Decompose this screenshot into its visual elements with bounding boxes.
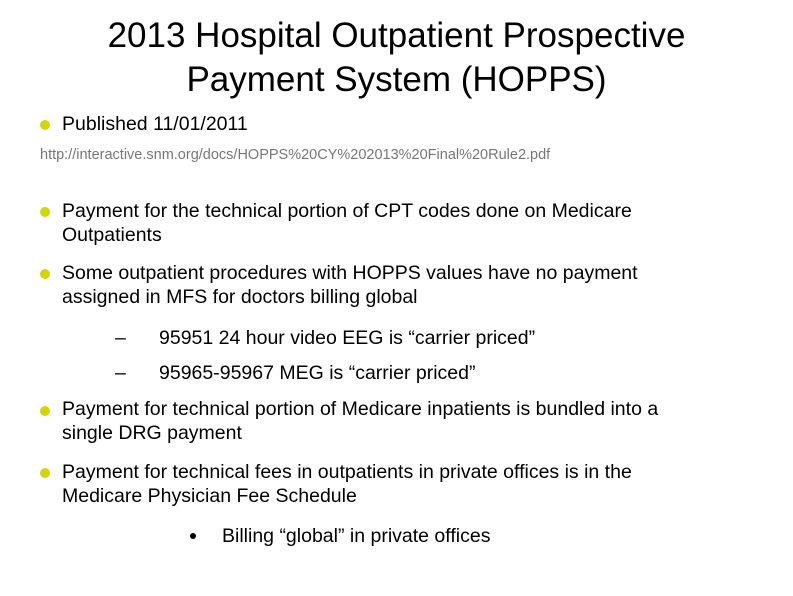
bullet-dot-icon bbox=[40, 207, 50, 217]
sub-item-1: 95951 24 hour video EEG is “carrier priced” bbox=[159, 327, 536, 349]
bullet-dot-icon bbox=[40, 269, 50, 279]
bullet-dot-icon bbox=[40, 120, 50, 130]
bullet-2-line-2: assigned in MFS for doctors billing global bbox=[62, 286, 418, 308]
dash-icon: – bbox=[115, 362, 126, 384]
sub-item-2: 95965-95967 MEG is “carrier priced” bbox=[159, 362, 476, 384]
bullet-3-line-2: single DRG payment bbox=[62, 422, 242, 444]
slide-title bbox=[0, 14, 793, 102]
bullet-1-line-2: Outpatients bbox=[62, 224, 162, 246]
sub-bullet-icon bbox=[190, 533, 196, 539]
bullet-3-line-1: Payment for technical portion of Medicare inpatients is bundled into a bbox=[62, 398, 659, 420]
bullet-4-line-1: Payment for technical fees in outpatients in private offices is in the bbox=[62, 461, 632, 483]
title-line-1: 2013 Hospital Outpatient Prospective bbox=[107, 16, 686, 55]
bullet-dot-icon bbox=[40, 468, 50, 478]
bullet-1-line-1: Payment for the technical portion of CPT codes done on Medicare bbox=[62, 200, 632, 222]
published-date: Published 11/01/2011 bbox=[62, 113, 248, 135]
bullet-4-line-2: Medicare Physician Fee Schedule bbox=[62, 485, 357, 507]
sub-bullet-text: Billing “global” in private offices bbox=[222, 525, 491, 547]
title-line-2: Payment System (HOPPS) bbox=[186, 60, 607, 99]
dash-icon: – bbox=[115, 327, 126, 349]
source-url-link[interactable]: http://interactive.snm.org/docs/HOPPS%20CY%202013%20Final%20Rule2.pdf bbox=[40, 147, 551, 163]
bullet-dot-icon bbox=[40, 406, 50, 416]
bullet-2-line-1: Some outpatient procedures with HOPPS values have no payment bbox=[62, 262, 638, 284]
